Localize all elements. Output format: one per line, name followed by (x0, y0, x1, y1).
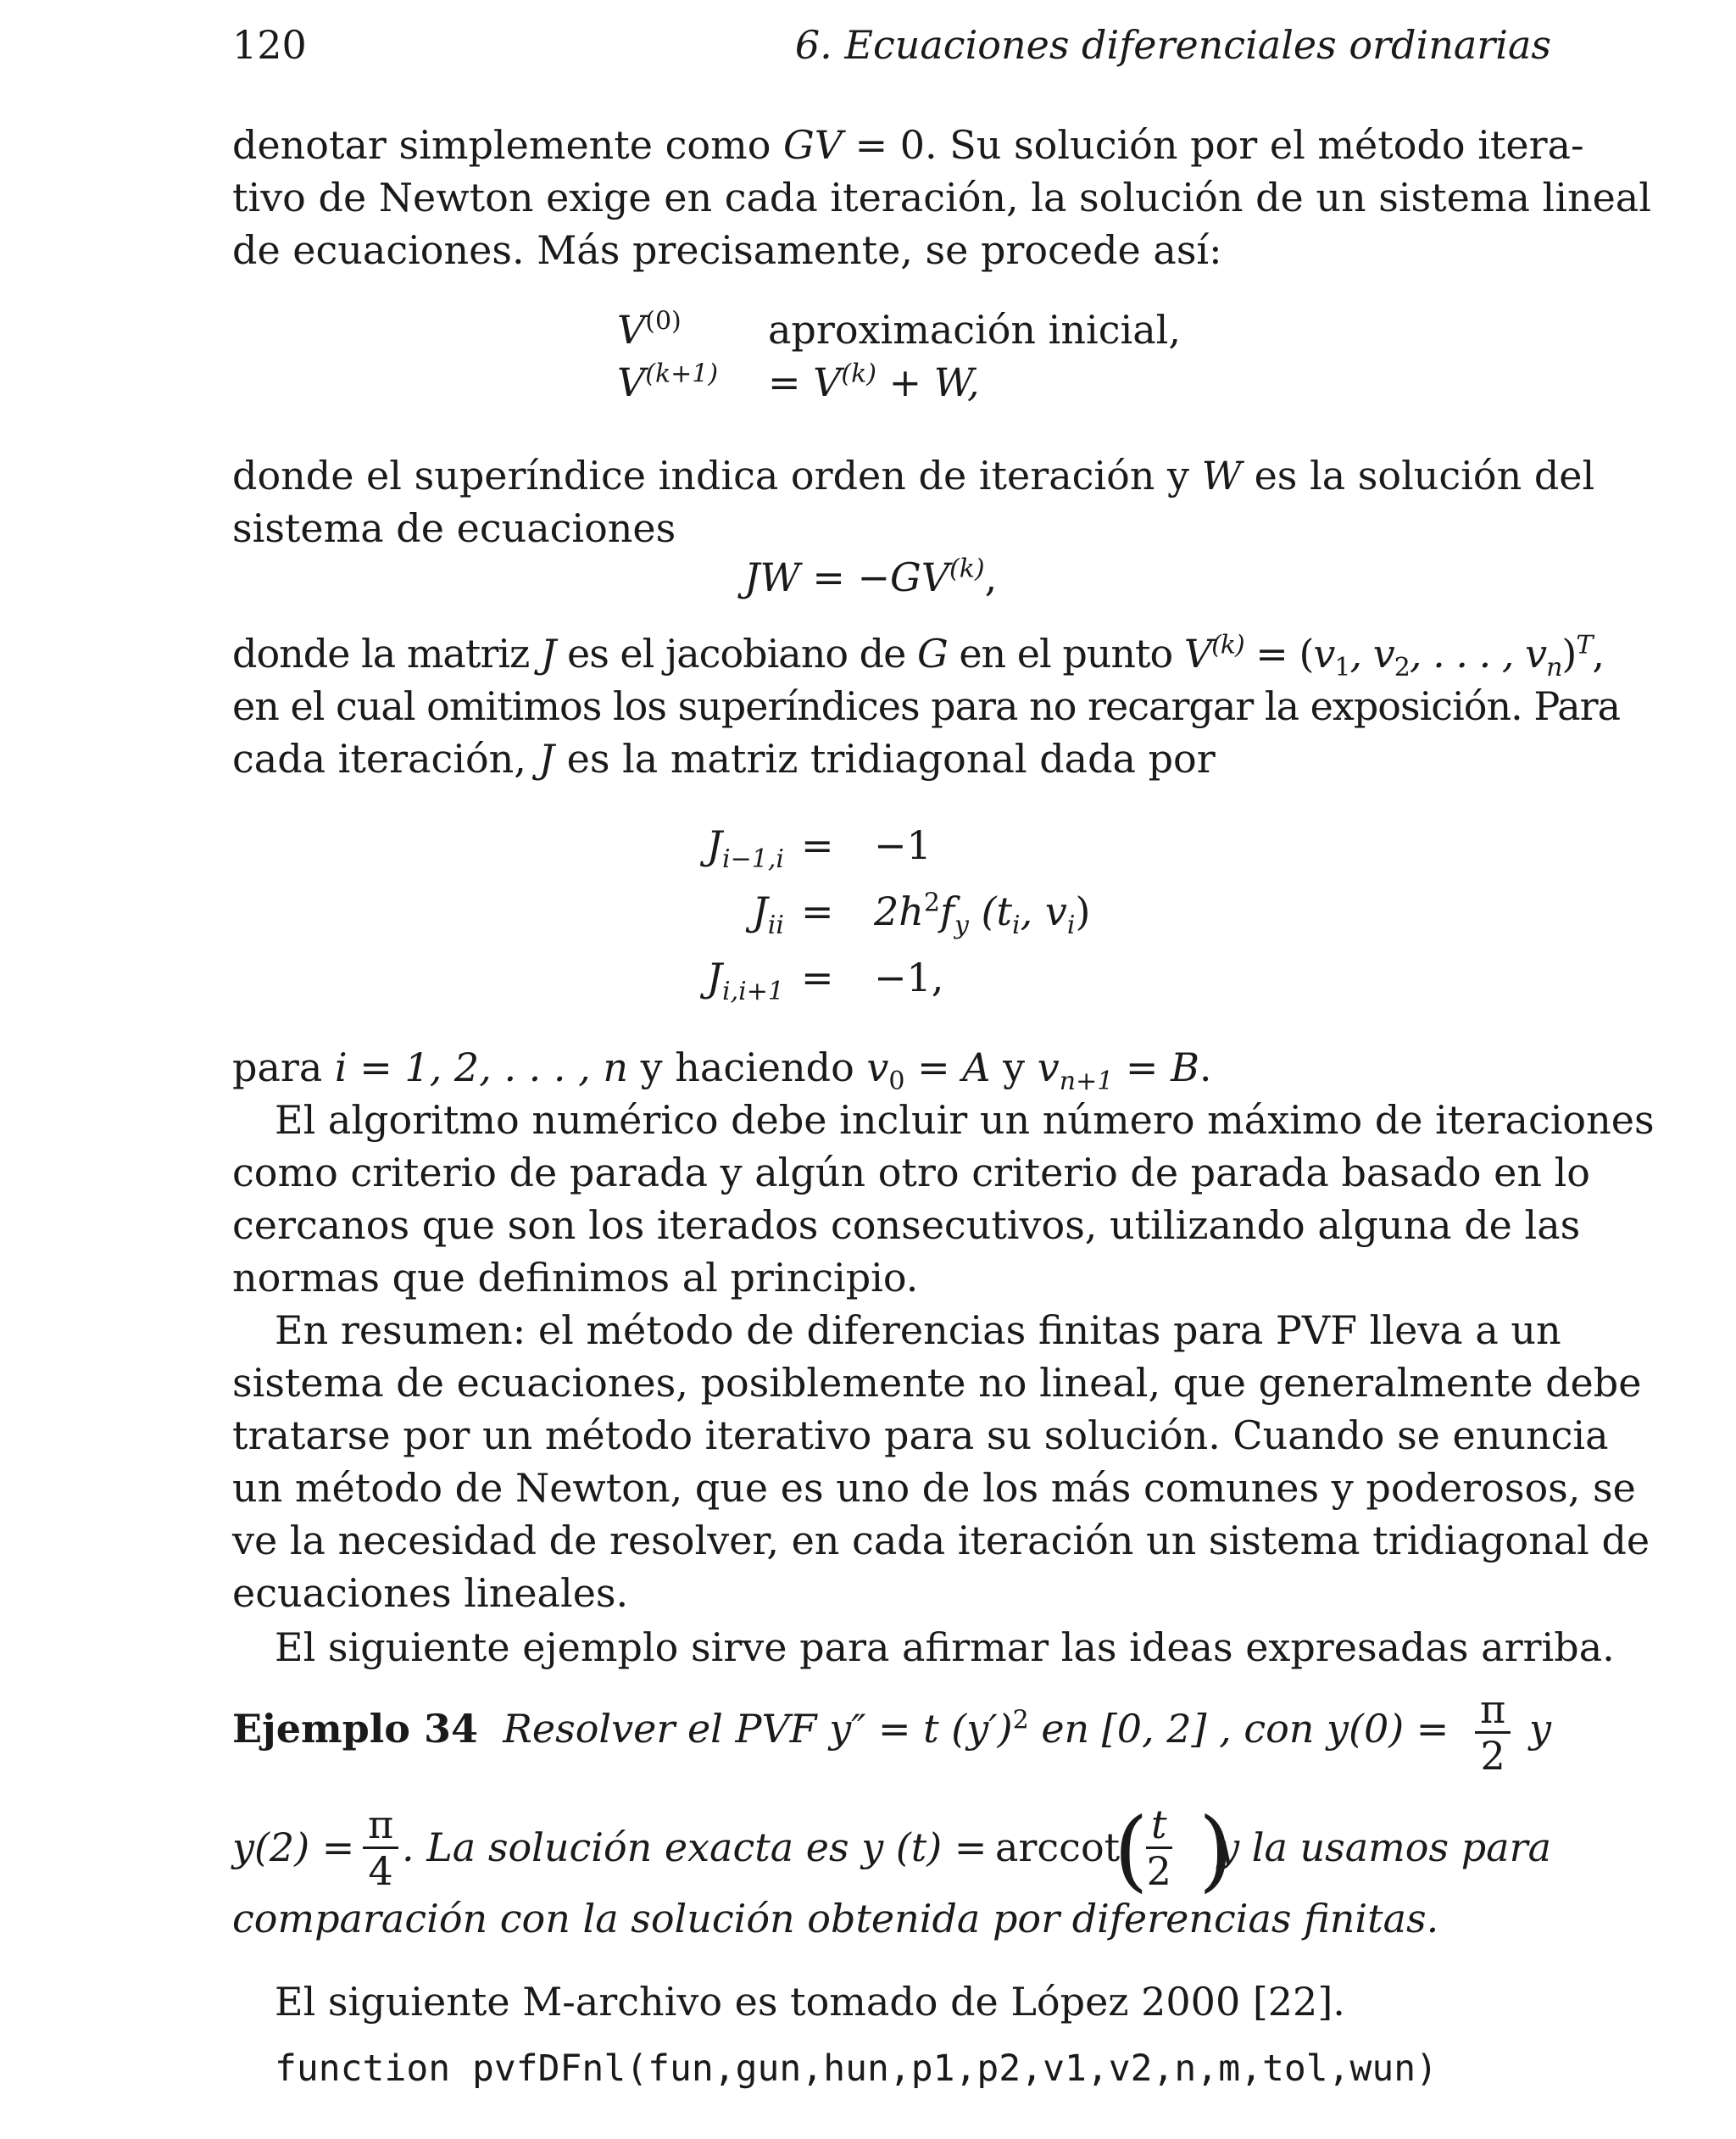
text-line: para i = 1, 2, . . . , n y haciendo $v_0 = A$ y $v_{n+1} = B$. (232, 1044, 1212, 1097)
paragraph-jacobian (232, 627, 1621, 785)
text-line: En resumen: el método de diferencias finitas para PVF lleva a un (275, 1307, 1561, 1353)
page: 120 6. Ecuaciones diferenciales ordinarias denotar simplemente como GV = 0. Su solución por el método itera- tivo de Newton exige en cada iteración, la solución de un sistema lineal de ecuaciones. Más precisamente, se procede así: $V^{(0)}$ aproximación inicial, $V^{(k+1)}$ = $V^{(k)} + W$, donde el superíndice indica orden de iteración y W es la solución del sistema de ecuaciones JW = $-GV^{(k)}$, donde la matriz J es el jacobiano de G en el punto $V^{(k)} = (v_1$, $v_2$, . . . , $v_n)^T$, en el cual omitimos los superíndices para no recargar la exposición. Para cada iteración, J es la matriz tridiagonal dada por $J_{i-1,i}$ = −1 $J_{ii}$ = $2h^2f_y$ ($t_i$, $v_i$) $J_{i,i+1}$ = −1, para i = 1, 2, . . . , n y haciendo $v_0 = A$ y $v_{n+1} = B$. El algoritmo numérico debe incluir un número máximo de iteraciones como criterio de parada y algún otro criterio de parada basado en lo cercanos que son los iterados consecutivos, utilizando alguna de las normas que definimos al principio. En resumen: el método de diferencias finitas para PVF lleva a un sistema de ecuaciones, posiblemente no lineal, que generalmente debe tratarse por un método iterativo para su solución. Cuando se enuncia un método de Newton, que es uno de los más comunes y poderosos, se ve la necesidad de resolver, en cada iteración un sistema tridiagonal de ecuaciones lineales. El siguiente ejemplo sirve para afirmar las ideas expresadas arriba. Ejemplo 34 Resolver el PVF y″ = t $(y')^2$ en [0, 2] , con y(0) = $\frac{\pi}{2}$ y y(2) = $\frac{\pi}{4}$ . La solución exacta es y (t) = arccot ( $\frac{t}{2}$ ) y la usamos para comparación con la solución obtenida por diferencias finitas. El siguiente M-archivo es tomado de López 2000 [22]. function pvfDFnl(fun,gun,hun,p1,p2,v1,v2,n,m,tol,wun) (0, 0, 1736, 2139)
paragraph-boundary (232, 1041, 1551, 1097)
paragraph-m-file (232, 1975, 1551, 2028)
text-line: de ecuaciones. Más precisamente, se procede así: (232, 227, 1222, 273)
text-line: donde el superíndice indica orden de iteración y W es la solución del (232, 453, 1595, 499)
text-line: comparación con la solución obtenida por diferencias finitas. (232, 1896, 1439, 1941)
paragraph-superindex (232, 449, 1595, 554)
text-line: normas que definimos al principio. (232, 1255, 919, 1301)
paragraph-newton-intro (232, 119, 1651, 276)
text-line: El siguiente M-archivo es tomado de López 2000 [22]. (275, 1979, 1345, 2025)
fraction-pi-over-2: $\frac{\pi}{2}$ (1475, 1687, 1511, 1778)
text-line: cada iteración, J es la matriz tridiagonal dada por (232, 736, 1216, 782)
running-header (232, 15, 1551, 75)
text-line: El siguiente ejemplo sirve para afirmar las ideas expresadas arriba. (275, 1624, 1615, 1670)
text-line: sistema de ecuaciones (232, 505, 676, 551)
text-line: sistema de ecuaciones, posiblemente no lineal, que generalmente debe (232, 1360, 1642, 1406)
text-line: como criterio de parada y algún otro criterio de parada basado en lo (232, 1150, 1591, 1195)
chapter-title: 6. Ecuaciones diferenciales ordinarias (794, 22, 1551, 68)
text-line: un método de Newton, que es uno de los más comunes y poderosos, se (232, 1465, 1636, 1511)
example-34-line-3 (232, 1892, 1551, 1945)
text-line: denotar simplemente como GV = 0. Su solución por el método itera- (232, 122, 1584, 168)
text-line: cercanos que son los iterados consecutivos, utilizando alguna de las (232, 1202, 1581, 1248)
text-line: donde la matriz J es el jacobiano de G en el punto $V^{(k)} = (v_1$, $v_2$, . . . , $v_n)^T$, (232, 630, 1604, 683)
iteration-eq-1: $V^{(0)}$ aproximación inicial, (617, 306, 1181, 353)
paragraph-summary (232, 1304, 1650, 1619)
code-line: function pvfDFnl(fun,gun,hun,p1,p2,v1,v2,n,m,tol,wun) (275, 2047, 1438, 2090)
paragraph-example-intro (232, 1621, 1615, 1674)
text-line: tivo de Newton exige en cada iteración, la solución de un sistema lineal (232, 175, 1651, 220)
newton-system-equation: JW = $-GV^{(k)}$, (744, 554, 998, 600)
iteration-eq-2: $V^{(k+1)}$ = $V^{(k)} + W$, (617, 359, 980, 405)
text-line: El algoritmo numérico debe incluir un número máximo de iteraciones (275, 1097, 1655, 1143)
text-line: ecuaciones lineales. (232, 1570, 629, 1616)
page-number: 120 (232, 22, 307, 68)
fraction-pi-over-4: $\frac{\pi}{4}$ (363, 1802, 398, 1893)
fraction-t-over-2: $\frac{t}{2}$ (1146, 1802, 1171, 1894)
example-34-line-1: Ejemplo 34 Resolver el PVF y″ = t $(y')^2$ en [0, 2] , con y(0) = $\frac{\pi}{2}$ y (232, 1686, 1551, 1779)
text-line: en el cual omitimos los superíndices para no recargar la exposición. Para (232, 683, 1621, 729)
text-line: tratarse por un método iterativo para su solución. Cuando se enuncia (232, 1412, 1609, 1458)
example-34-line-2: y(2) = $\frac{\pi}{4}$ . La solución exacta es y (t) = arccot ( $\frac{t}{2}$ ) y la usamos para (232, 1798, 1551, 1902)
text-line: ve la necesidad de resolver, en cada iteración un sistema tridiagonal de (232, 1518, 1650, 1563)
example-title: Ejemplo 34 (232, 1706, 478, 1752)
paragraph-algorithm (232, 1094, 1655, 1304)
